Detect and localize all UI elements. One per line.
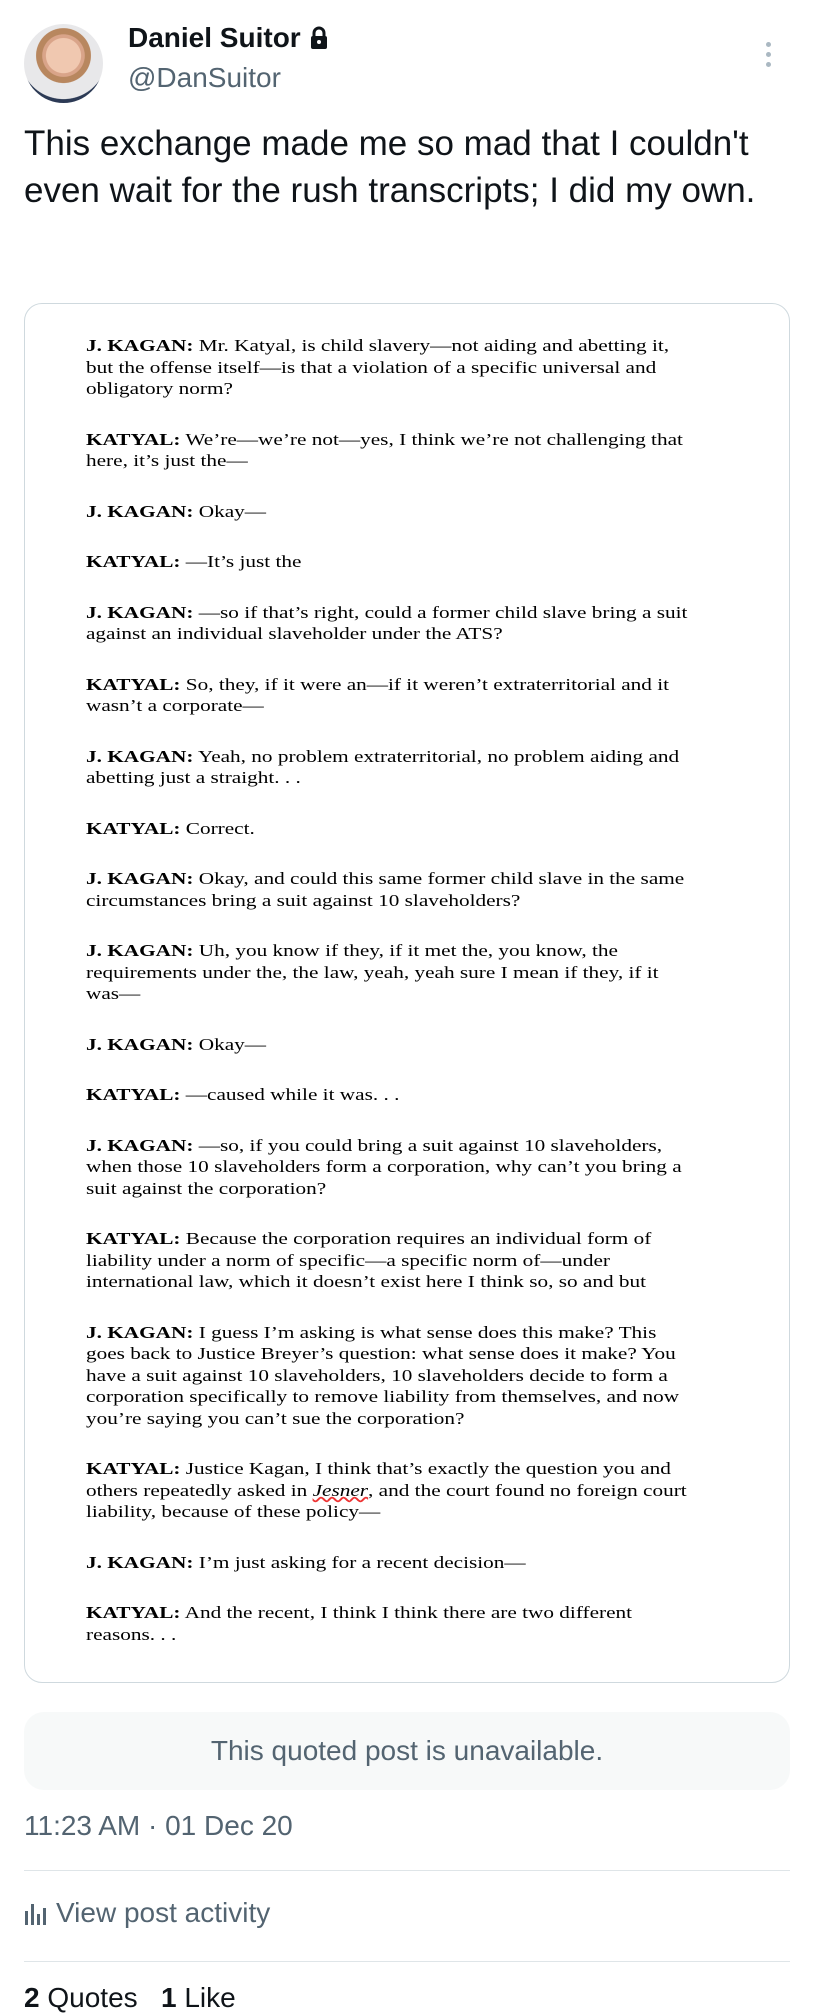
tweet-text: This exchange made me so mad that I couldn't even wait for the rush transcripts; I did my own. [24, 124, 756, 210]
transcript-line: Yeah, no problem extraterritorial, no problem aiding and [197, 746, 680, 766]
transcript-line: have a suit against 10 slaveholders, 10 slaveholders decide to form a [86, 1365, 668, 1385]
speaker-label: J. KAGAN: [86, 602, 194, 622]
transcript-paragraph [86, 429, 736, 472]
transcript-paragraph [86, 1034, 736, 1056]
transcript-line: when those 10 slaveholders form a corporation, why can’t you bring a [86, 1157, 682, 1176]
transcript-paragraph [86, 674, 736, 717]
transcript-line: against an individual slaveholder under the ATS? [86, 624, 503, 643]
transcript-line: And the recent, I think I think there are two different [184, 1603, 633, 1622]
transcript-paragraph [86, 940, 736, 1005]
transcript-line: —so, if you could bring a suit against 10 slaveholders, [198, 1135, 663, 1155]
author-handle[interactable]: @DanSuitor [128, 62, 281, 93]
speaker-label: J. KAGAN: [86, 941, 194, 960]
transcript-line: Okay, and could this same former child slave in the same [198, 869, 685, 888]
transcript-line: suit against the corporation? [86, 1178, 327, 1198]
transcript-line: I’m just asking for a recent decision— [198, 1552, 526, 1572]
transcript-line: liability under a norm of specific—a specific norm of—under [86, 1250, 611, 1270]
speaker-label: J. KAGAN: [86, 869, 194, 888]
transcript-line: Correct. [185, 818, 255, 838]
transcript-paragraph [86, 1084, 736, 1106]
transcript-line: goes back to Justice Breyer’s question: what sense does it make? You [86, 1344, 676, 1363]
transcript-line: liability, because of these policy— [86, 1502, 381, 1521]
transcript-line: Justice Kagan, I think that’s exactly the question you and [185, 1459, 671, 1478]
quotes-stat[interactable]: 2 Quotes [24, 1982, 138, 2013]
transcript-paragraph [86, 551, 736, 573]
speaker-label: J. KAGAN: [86, 1135, 194, 1155]
transcript-line: wasn’t a corporate— [86, 696, 264, 715]
transcript-line: others repeatedly asked in Jesner, and the court found no foreign court [86, 1480, 687, 1500]
speaker-label: KATYAL: [86, 1459, 181, 1478]
analytics-icon [24, 1901, 46, 1925]
transcript-line: corporation specifically to remove liability from themselves, and now [86, 1387, 680, 1406]
transcript-paragraph [86, 1458, 736, 1523]
transcript-line: Okay— [198, 501, 267, 521]
transcript-line: was— [86, 984, 141, 1003]
transcript-paragraph [86, 335, 736, 400]
transcript-paragraph [86, 1322, 736, 1430]
speaker-label: J. KAGAN: [86, 746, 194, 766]
transcript-line: Okay— [198, 1034, 267, 1054]
speaker-label: KATYAL: [86, 818, 181, 838]
transcript-paragraph [86, 868, 736, 911]
speaker-label: KATYAL: [86, 1603, 181, 1622]
speaker-label: KATYAL: [86, 674, 181, 694]
post-timestamp[interactable]: 11:23 AM · 01 Dec 20 [24, 1810, 293, 1841]
speaker-label: KATYAL: [86, 552, 181, 571]
transcript-line: reasons. . . [86, 1624, 177, 1644]
transcript-image[interactable] [24, 303, 790, 1683]
divider [24, 1870, 790, 1871]
transcript-line: We’re—we’re not—yes, I think we’re not challenging that [185, 429, 683, 449]
transcript-line: Mr. Katyal, is child slavery—not aiding and abetting it, [198, 336, 670, 355]
likes-stat[interactable]: 1 Like [160, 1982, 236, 2013]
speaker-label: KATYAL: [86, 429, 181, 449]
avatar[interactable] [24, 24, 103, 103]
transcript-line: So, they, if it were an—if it weren’t extraterritorial and it [185, 674, 670, 694]
transcript-line: but the offense itself—is that a violation of a specific universal and [86, 357, 657, 377]
transcript-line: Because the corporation requires an individual form of [185, 1229, 652, 1248]
transcript-paragraph [86, 1228, 736, 1293]
speaker-label: KATYAL: [86, 1229, 181, 1248]
transcript-line: —It’s just the [185, 552, 302, 571]
quoted-post-unavailable: This quoted post is unavailable. [24, 1712, 790, 1790]
transcript-line: here, it’s just the— [86, 451, 248, 470]
transcript-paragraph [86, 501, 736, 523]
transcript-line: —so if that’s right, could a former child slave bring a suit [198, 602, 688, 622]
transcript-line: I guess I’m asking is what sense does this make? This [198, 1322, 657, 1342]
speaker-label: J. KAGAN: [86, 336, 194, 355]
more-options-icon[interactable] [766, 42, 772, 67]
divider [24, 1961, 790, 1962]
speaker-label: J. KAGAN: [86, 501, 194, 521]
transcript-line: Uh, you know if they, if it met the, you know, the [198, 941, 618, 960]
transcript-line: requirements under the, the law, yeah, yeah sure I mean if they, if it [86, 962, 659, 982]
transcript-paragraph [86, 1135, 736, 1200]
speaker-label: KATYAL: [86, 1085, 181, 1104]
speaker-label: J. KAGAN: [86, 1034, 194, 1054]
engagement-stats [24, 1982, 236, 2014]
transcript-paragraph [86, 1552, 736, 1574]
lock-icon [309, 26, 329, 50]
transcript-paragraph [86, 602, 736, 645]
transcript-paragraph [86, 818, 736, 840]
transcript-paragraph [86, 1602, 736, 1645]
transcript-line: international law, which it doesn’t exist here I think so, so and but [86, 1272, 647, 1291]
transcript-paragraph [86, 746, 736, 789]
transcript-line: obligatory norm? [86, 379, 233, 398]
author-name[interactable]: Daniel Suitor [128, 22, 329, 54]
transcript-line: you’re saying you can’t sue the corporation? [86, 1408, 465, 1428]
transcript-text [86, 335, 736, 1674]
view-post-activity-button[interactable]: View post activity [24, 1897, 270, 1929]
transcript-line: abetting just a straight. . . [86, 768, 301, 787]
speaker-label: J. KAGAN: [86, 1322, 194, 1342]
transcript-line: circumstances bring a suit against 10 slaveholders? [86, 890, 521, 910]
speaker-label: J. KAGAN: [86, 1552, 194, 1572]
transcript-line: —caused while it was. . . [185, 1085, 400, 1104]
